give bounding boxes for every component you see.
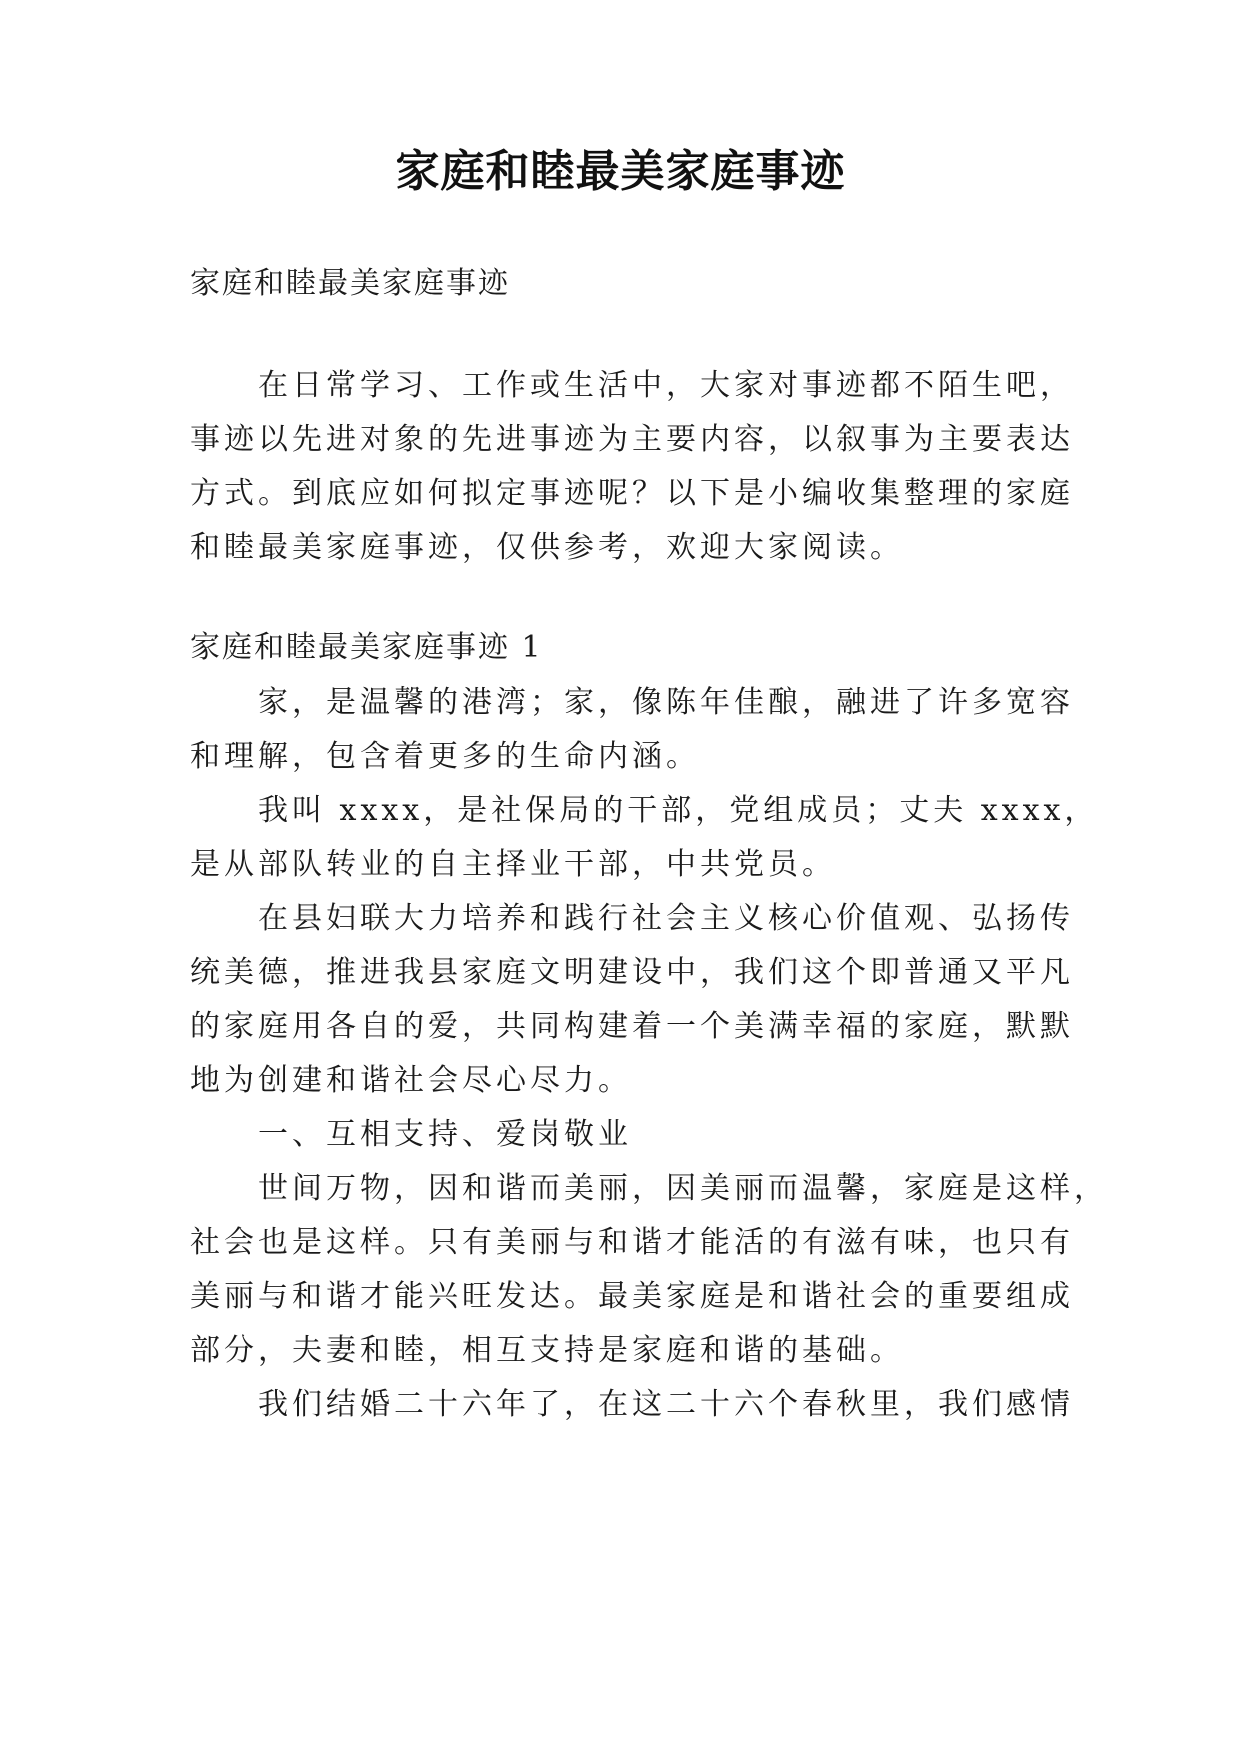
body-line: 和理解，包含着更多的生命内涵。 bbox=[190, 739, 700, 774]
section-subheading: 一、互相支持、爱岗敬业 bbox=[258, 1117, 632, 1152]
body-line: 我们结婚二十六年了，在这二十六个春秋里，我们感情 bbox=[258, 1387, 1074, 1422]
body-line: 社会也是这样。只有美丽与和谐才能活的有滋有味，也只有 bbox=[190, 1225, 1074, 1260]
document-title: 家庭和睦最美家庭事迹 bbox=[395, 146, 846, 197]
intro-line: 方式。到底应如何拟定事迹呢？以下是小编收集整理的家庭 bbox=[190, 476, 1074, 511]
body-line: 的家庭用各自的爱，共同构建着一个美满幸福的家庭，默默 bbox=[190, 1009, 1074, 1044]
body-line: 地为创建和谐社会尽心尽力。 bbox=[190, 1063, 632, 1098]
document-subtitle: 家庭和睦最美家庭事迹 bbox=[190, 266, 510, 301]
section-heading: 家庭和睦最美家庭事迹 1 bbox=[190, 630, 543, 665]
body-line: 世间万物，因和谐而美丽，因美丽而温馨，家庭是这样， bbox=[258, 1171, 1108, 1206]
body-line: 家，是温馨的港湾；家，像陈年佳酿，融进了许多宽容 bbox=[258, 685, 1074, 720]
body-line: 在县妇联大力培养和践行社会主义核心价值观、弘扬传 bbox=[258, 901, 1074, 936]
body-line: 我叫 xxxx，是社保局的干部，党组成员；丈夫 xxxx， bbox=[258, 793, 1099, 828]
body-line: 美丽与和谐才能兴旺发达。最美家庭是和谐社会的重要组成 bbox=[190, 1279, 1074, 1314]
body-line: 部分，夫妻和睦，相互支持是家庭和谐的基础。 bbox=[190, 1333, 904, 1368]
intro-line: 和睦最美家庭事迹，仅供参考，欢迎大家阅读。 bbox=[190, 530, 904, 565]
body-line: 是从部队转业的自主择业干部，中共党员。 bbox=[190, 847, 836, 882]
body-line: 统美德，推进我县家庭文明建设中，我们这个即普通又平凡 bbox=[190, 955, 1074, 990]
intro-line: 事迹以先进对象的先进事迹为主要内容，以叙事为主要表达 bbox=[190, 422, 1074, 457]
intro-line: 在日常学习、工作或生活中，大家对事迹都不陌生吧， bbox=[258, 368, 1074, 403]
